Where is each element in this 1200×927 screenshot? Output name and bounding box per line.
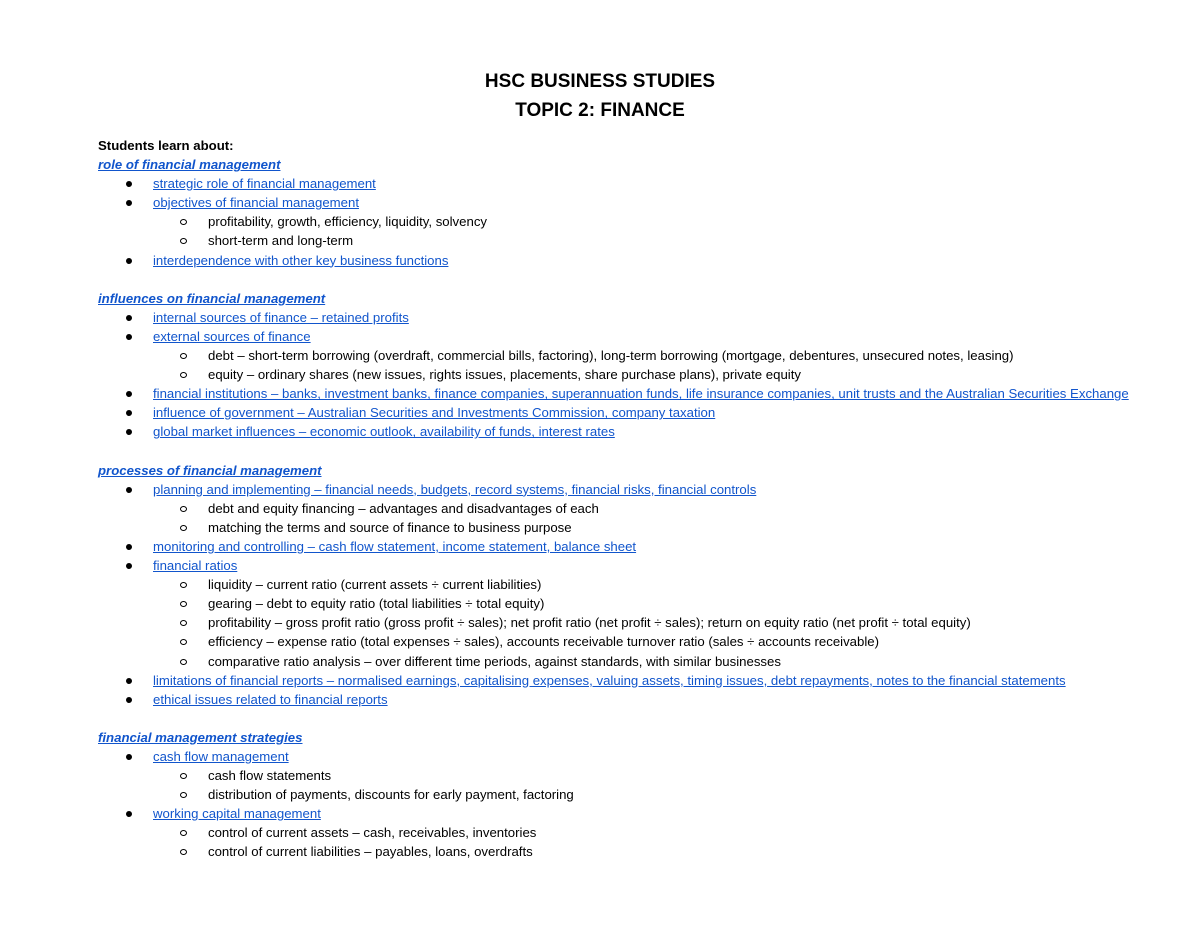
bullet-icon [126, 697, 132, 703]
subtopic-item [98, 632, 1158, 651]
subtopic-text: comparative ratio analysis – over different time periods, against standards, with similar businesses [208, 653, 781, 669]
subtopic-item [98, 842, 1158, 861]
subtopic-item [98, 766, 1158, 785]
subtopic-item [98, 594, 1158, 613]
topic-item [98, 537, 1158, 556]
subtopic-item [98, 518, 1158, 537]
topic-item [98, 804, 1158, 861]
subtopic-text: profitability, growth, efficiency, liquidity, solvency [208, 214, 488, 230]
subtopic-item [98, 575, 1158, 594]
syllabus-content [98, 136, 1158, 862]
topic-link[interactable]: external sources of finance [153, 328, 311, 344]
topic-link[interactable]: internal sources of finance – retained profits [153, 309, 409, 325]
hollow-bullet-icon [180, 601, 187, 607]
section-spacer [98, 709, 1158, 728]
subtopic-text: debt – short-term borrowing (overdraft, commercial bills, factoring), long-term borrowing (mortgage, debentures, unsecured notes, leasing) [208, 348, 1014, 364]
topic-list [98, 747, 1158, 862]
subtopic-text: profitability – gross profit ratio (gross profit ÷ sales); net profit ratio (net profit ÷ sales); return on equity ratio (net profit ÷ total equity) [208, 615, 971, 631]
topic-item [98, 174, 1158, 193]
hollow-bullet-icon [180, 792, 187, 798]
bullet-icon [126, 410, 132, 416]
topic-item [98, 384, 1158, 403]
section-heading [98, 728, 1158, 747]
hollow-bullet-icon [180, 238, 187, 244]
subtopic-item [98, 785, 1158, 804]
topic-item [98, 671, 1158, 690]
bullet-icon [126, 391, 132, 397]
subtopic-item [98, 212, 1158, 231]
subtopic-text: liquidity – current ratio (current assets ÷ current liabilities) [208, 577, 542, 593]
hollow-bullet-icon [180, 506, 187, 512]
hollow-bullet-icon [180, 219, 187, 225]
document-subtitle: TOPIC 2: FINANCE [515, 100, 685, 121]
bullet-icon [126, 544, 132, 550]
bullet-icon [126, 315, 132, 321]
topic-item [98, 327, 1158, 384]
subtopic-item [98, 652, 1158, 671]
hollow-bullet-icon [180, 525, 187, 531]
subtopic-text: debt and equity financing – advantages and disadvantages of each [208, 500, 599, 516]
topic-link[interactable]: global market influences – economic outlook, availability of funds, interest rates [153, 424, 615, 440]
topic-link[interactable]: influence of government – Australian Securities and Investments Commission, company taxation [153, 405, 716, 421]
topic-link[interactable]: interdependence with other key business functions [153, 252, 449, 268]
topic-item [98, 403, 1158, 422]
bullet-icon [126, 487, 132, 493]
section-spacer [98, 270, 1158, 289]
section-heading [98, 461, 1158, 480]
subtopic-list [153, 499, 1158, 537]
bullet-icon [126, 258, 132, 264]
section-heading-link[interactable]: influences on financial management [98, 290, 326, 306]
topic-link[interactable]: monitoring and controlling – cash flow statement, income statement, balance sheet [153, 538, 637, 554]
bullet-icon [126, 200, 132, 206]
topic-link[interactable]: working capital management [153, 806, 321, 822]
subtopic-text: efficiency – expense ratio (total expenses ÷ sales), accounts receivable turnover ratio (sales ÷ accounts receivable) [208, 634, 880, 650]
hollow-bullet-icon [180, 353, 187, 359]
subtopic-item [98, 823, 1158, 842]
topic-link[interactable]: financial institutions – banks, investment banks, finance companies, superannuation funds, life insurance companies, unit trusts and the Australian Securities Exchange [153, 386, 1129, 402]
subtopic-text: control of current assets – cash, receivables, inventories [208, 825, 537, 841]
bullet-icon [126, 754, 132, 760]
topic-item [98, 193, 1158, 250]
topic-link[interactable]: ethical issues related to financial reports [153, 691, 388, 707]
subtopic-list [153, 346, 1158, 384]
document-title: HSC BUSINESS STUDIES [484, 71, 716, 92]
hollow-bullet-icon [180, 849, 187, 855]
topic-item [98, 251, 1158, 270]
hollow-bullet-icon [180, 830, 187, 836]
subtopic-text: short-term and long-term [208, 233, 354, 249]
hollow-bullet-icon [180, 582, 187, 588]
bullet-icon [126, 181, 132, 187]
subtopic-list [153, 766, 1158, 804]
sections-container [98, 155, 1158, 861]
section-heading-link[interactable]: role of financial management [98, 157, 281, 173]
topic-item [98, 480, 1158, 537]
hollow-bullet-icon [180, 639, 187, 645]
topic-link[interactable]: planning and implementing – financial needs, budgets, record systems, financial risks, financial controls [153, 481, 757, 497]
bullet-icon [126, 429, 132, 435]
section-heading [98, 155, 1158, 174]
hollow-bullet-icon [180, 620, 187, 626]
subtopic-list [153, 575, 1158, 670]
bullet-icon [126, 811, 132, 817]
bullet-icon [126, 334, 132, 340]
topic-link[interactable]: strategic role of financial management [153, 176, 376, 192]
topic-item [98, 422, 1158, 441]
topic-list [98, 174, 1158, 269]
intro-label: Students learn about: [98, 138, 234, 153]
section-heading-link[interactable]: financial management strategies [98, 729, 303, 745]
subtopic-item [98, 499, 1158, 518]
topic-item [98, 556, 1158, 671]
topic-item [98, 690, 1158, 709]
topic-item [98, 747, 1158, 804]
subtopic-item [98, 365, 1158, 384]
topic-link[interactable]: limitations of financial reports – normalised earnings, capitalising expenses, valuing assets, timing issues, debt repayments, notes to the financial statements [153, 672, 1066, 688]
hollow-bullet-icon [180, 773, 187, 779]
subtopic-text: equity – ordinary shares (new issues, rights issues, placements, share purchase plans), private equity [208, 367, 801, 383]
topic-link[interactable]: financial ratios [153, 558, 238, 574]
subtopic-text: control of current liabilities – payables, loans, overdrafts [208, 844, 533, 860]
subtopic-list [153, 823, 1158, 861]
section-spacer [98, 442, 1158, 461]
topic-list [98, 480, 1158, 709]
section-heading [98, 289, 1158, 308]
section-heading-link[interactable]: processes of financial management [98, 462, 322, 478]
topic-item [98, 308, 1158, 327]
topic-link[interactable]: cash flow management [153, 749, 289, 764]
topic-link[interactable]: objectives of financial management [153, 195, 359, 211]
bullet-icon [126, 563, 132, 569]
subtopic-item [98, 613, 1158, 632]
bullet-icon [126, 678, 132, 684]
subtopic-list [153, 212, 1158, 250]
subtopic-text: cash flow statements [208, 768, 332, 784]
hollow-bullet-icon [180, 372, 187, 378]
subtopic-text: distribution of payments, discounts for early payment, factoring [208, 787, 574, 803]
subtopic-item [98, 231, 1158, 250]
subtopic-text: matching the terms and source of finance to business purpose [208, 519, 572, 535]
topic-list [98, 308, 1158, 442]
subtopic-text: gearing – debt to equity ratio (total liabilities ÷ total equity) [208, 596, 545, 612]
hollow-bullet-icon [180, 659, 187, 665]
subtopic-item [98, 346, 1158, 365]
